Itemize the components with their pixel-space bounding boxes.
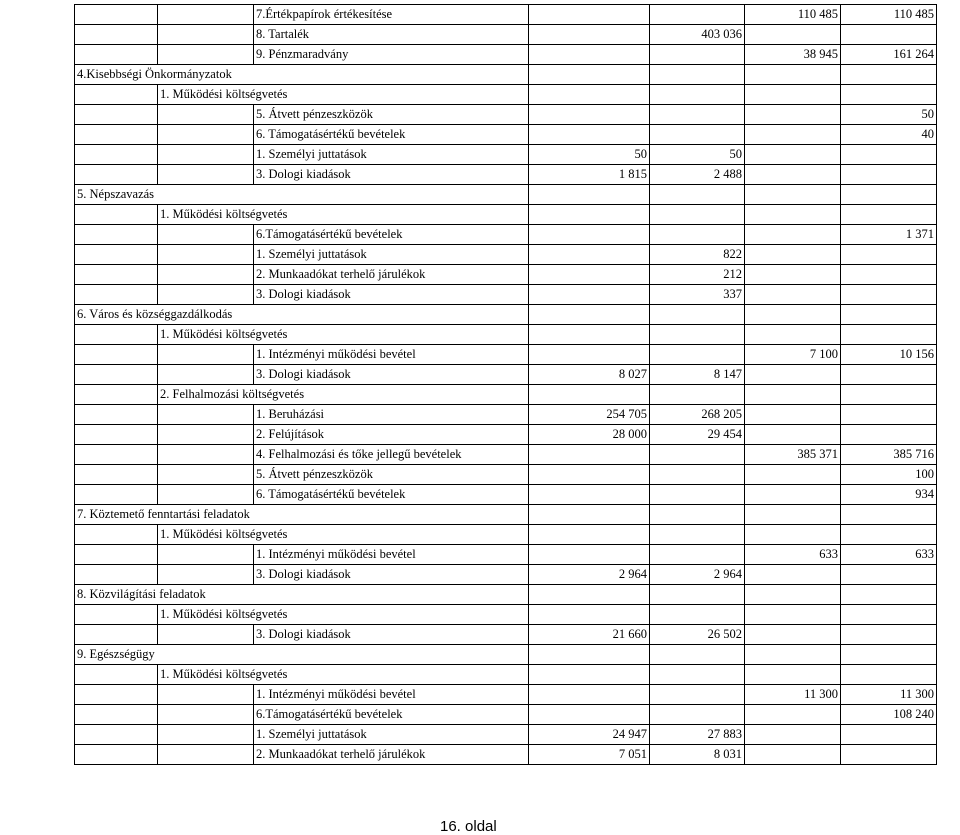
indent-cell	[158, 705, 254, 725]
value-cell	[529, 505, 650, 525]
row-label: 4. Felhalmozási és tőke jellegű bevételek	[254, 445, 529, 465]
table-row	[75, 245, 937, 265]
value-cell	[650, 465, 745, 485]
value-cell	[841, 725, 937, 745]
indent-cell	[75, 485, 158, 505]
row-label: 6.Támogatásértékű bevételek	[254, 225, 529, 245]
row-label: 1. Intézményi működési bevétel	[254, 685, 529, 705]
value-cell: 50	[650, 145, 745, 165]
value-cell: 1 815	[529, 165, 650, 185]
row-label: 8. Közvilágítási feladatok	[75, 585, 529, 605]
value-cell	[841, 505, 937, 525]
indent-cell	[75, 285, 158, 305]
value-cell	[841, 665, 937, 685]
value-cell	[529, 325, 650, 345]
row-label: 6. Támogatásértékű bevételek	[254, 485, 529, 505]
value-cell: 26 502	[650, 625, 745, 645]
value-cell	[650, 125, 745, 145]
row-label: 9. Pénzmaradvány	[254, 45, 529, 65]
value-cell	[650, 545, 745, 565]
value-cell	[841, 205, 937, 225]
table-row	[75, 305, 937, 325]
value-cell	[745, 245, 841, 265]
table-row	[75, 225, 937, 245]
value-cell	[650, 665, 745, 685]
value-cell	[745, 205, 841, 225]
value-cell	[650, 605, 745, 625]
value-cell: 110 485	[745, 5, 841, 25]
indent-cell	[75, 45, 158, 65]
indent-cell	[158, 485, 254, 505]
indent-cell	[158, 225, 254, 245]
value-cell: 212	[650, 265, 745, 285]
indent-cell	[75, 605, 158, 625]
row-label: 1. Beruházási	[254, 405, 529, 425]
value-cell: 29 454	[650, 425, 745, 445]
indent-cell	[158, 405, 254, 425]
value-cell	[841, 525, 937, 545]
value-cell	[841, 405, 937, 425]
indent-cell	[158, 545, 254, 565]
indent-cell	[75, 325, 158, 345]
value-cell	[529, 465, 650, 485]
value-cell	[529, 385, 650, 405]
value-cell	[529, 685, 650, 705]
value-cell: 11 300	[841, 685, 937, 705]
table-row	[75, 45, 937, 65]
value-cell: 40	[841, 125, 937, 145]
indent-cell	[75, 445, 158, 465]
row-label: 3. Dologi kiadások	[254, 285, 529, 305]
value-cell	[529, 285, 650, 305]
value-cell	[745, 365, 841, 385]
row-label: 5. Átvett pénzeszközök	[254, 465, 529, 485]
value-cell	[745, 585, 841, 605]
value-cell: 633	[745, 545, 841, 565]
value-cell	[745, 565, 841, 585]
row-label: 5. Átvett pénzeszközök	[254, 105, 529, 125]
row-label: 1. Működési költségvetés	[158, 605, 529, 625]
indent-cell	[75, 705, 158, 725]
value-cell: 2 964	[529, 565, 650, 585]
row-label: 1. Működési költségvetés	[158, 665, 529, 685]
table-row	[75, 645, 937, 665]
value-cell	[745, 225, 841, 245]
indent-cell	[158, 725, 254, 745]
table-row	[75, 745, 937, 765]
row-label: 4.Kisebbségi Önkormányzatok	[75, 65, 529, 85]
indent-cell	[158, 125, 254, 145]
value-cell: 110 485	[841, 5, 937, 25]
value-cell	[841, 245, 937, 265]
value-cell	[841, 285, 937, 305]
indent-cell	[75, 545, 158, 565]
value-cell	[650, 225, 745, 245]
value-cell	[650, 105, 745, 125]
table-row	[75, 685, 937, 705]
row-label: 8. Tartalék	[254, 25, 529, 45]
value-cell	[650, 85, 745, 105]
indent-cell	[75, 685, 158, 705]
indent-cell	[158, 625, 254, 645]
indent-cell	[75, 745, 158, 765]
value-cell	[529, 245, 650, 265]
value-cell	[650, 645, 745, 665]
row-label: 1. Működési költségvetés	[158, 85, 529, 105]
value-cell	[529, 445, 650, 465]
indent-cell	[158, 365, 254, 385]
value-cell	[529, 45, 650, 65]
row-label: 1. Működési költségvetés	[158, 325, 529, 345]
value-cell: 108 240	[841, 705, 937, 725]
indent-cell	[75, 365, 158, 385]
indent-cell	[158, 245, 254, 265]
row-label: 1. Intézményi működési bevétel	[254, 545, 529, 565]
indent-cell	[75, 245, 158, 265]
indent-cell	[75, 465, 158, 485]
value-cell	[650, 525, 745, 545]
row-label: 3. Dologi kiadások	[254, 165, 529, 185]
value-cell: 8 031	[650, 745, 745, 765]
value-cell	[650, 305, 745, 325]
value-cell	[745, 325, 841, 345]
value-cell	[841, 325, 937, 345]
indent-cell	[158, 25, 254, 45]
budget-table	[74, 4, 937, 765]
value-cell: 403 036	[650, 25, 745, 45]
value-cell	[745, 265, 841, 285]
value-cell	[841, 305, 937, 325]
table-row	[75, 385, 937, 405]
value-cell	[529, 305, 650, 325]
value-cell	[745, 385, 841, 405]
row-label: 1. Működési költségvetés	[158, 205, 529, 225]
table-row	[75, 165, 937, 185]
budget-sheet	[74, 4, 937, 765]
indent-cell	[75, 565, 158, 585]
value-cell: 7 100	[745, 345, 841, 365]
table-row	[75, 105, 937, 125]
indent-cell	[75, 105, 158, 125]
value-cell	[841, 605, 937, 625]
indent-cell	[158, 145, 254, 165]
value-cell	[745, 305, 841, 325]
value-cell	[841, 625, 937, 645]
value-cell	[650, 345, 745, 365]
value-cell	[745, 285, 841, 305]
value-cell: 385 716	[841, 445, 937, 465]
value-cell: 268 205	[650, 405, 745, 425]
value-cell	[841, 645, 937, 665]
value-cell	[650, 325, 745, 345]
indent-cell	[75, 525, 158, 545]
table-row	[75, 5, 937, 25]
value-cell	[745, 25, 841, 45]
table-row	[75, 65, 937, 85]
value-cell	[650, 685, 745, 705]
indent-cell	[75, 205, 158, 225]
indent-cell	[75, 25, 158, 45]
table-row	[75, 265, 937, 285]
table-row	[75, 665, 937, 685]
row-label: 6. Támogatásértékű bevételek	[254, 125, 529, 145]
value-cell	[841, 745, 937, 765]
value-cell: 1 371	[841, 225, 937, 245]
value-cell	[745, 85, 841, 105]
value-cell	[529, 665, 650, 685]
value-cell	[745, 645, 841, 665]
value-cell	[745, 425, 841, 445]
value-cell	[650, 185, 745, 205]
value-cell	[529, 205, 650, 225]
indent-cell	[75, 5, 158, 25]
indent-cell	[75, 225, 158, 245]
row-label: 1. Személyi juttatások	[254, 145, 529, 165]
value-cell	[650, 485, 745, 505]
table-row	[75, 325, 937, 345]
row-label: 3. Dologi kiadások	[254, 565, 529, 585]
value-cell	[529, 225, 650, 245]
indent-cell	[75, 165, 158, 185]
value-cell	[841, 25, 937, 45]
indent-cell	[75, 145, 158, 165]
value-cell	[650, 505, 745, 525]
indent-cell	[158, 685, 254, 705]
value-cell	[745, 605, 841, 625]
value-cell	[529, 705, 650, 725]
row-label: 3. Dologi kiadások	[254, 365, 529, 385]
value-cell: 24 947	[529, 725, 650, 745]
row-label: 3. Dologi kiadások	[254, 625, 529, 645]
value-cell	[745, 625, 841, 645]
value-cell	[650, 5, 745, 25]
indent-cell	[158, 745, 254, 765]
value-cell	[529, 65, 650, 85]
indent-cell	[75, 425, 158, 445]
indent-cell	[158, 5, 254, 25]
value-cell	[529, 5, 650, 25]
budget-table-body	[75, 5, 937, 765]
value-cell	[745, 665, 841, 685]
table-row	[75, 725, 937, 745]
value-cell: 38 945	[745, 45, 841, 65]
value-cell	[650, 445, 745, 465]
value-cell	[650, 205, 745, 225]
table-row	[75, 145, 937, 165]
value-cell: 7 051	[529, 745, 650, 765]
row-label: 2. Munkaadókat terhelő járulékok	[254, 265, 529, 285]
table-row	[75, 565, 937, 585]
value-cell	[745, 405, 841, 425]
table-row	[75, 705, 937, 725]
value-cell: 27 883	[650, 725, 745, 745]
value-cell: 254 705	[529, 405, 650, 425]
value-cell	[529, 265, 650, 285]
table-row	[75, 625, 937, 645]
indent-cell	[158, 445, 254, 465]
value-cell	[745, 745, 841, 765]
table-row	[75, 545, 937, 565]
value-cell	[841, 585, 937, 605]
value-cell	[529, 645, 650, 665]
value-cell	[841, 185, 937, 205]
value-cell	[529, 545, 650, 565]
value-cell	[529, 345, 650, 365]
table-row	[75, 425, 937, 445]
indent-cell	[158, 565, 254, 585]
row-label: 7. Köztemető fenntartási feladatok	[75, 505, 529, 525]
value-cell: 161 264	[841, 45, 937, 65]
value-cell	[529, 605, 650, 625]
table-row	[75, 285, 937, 305]
value-cell: 8 147	[650, 365, 745, 385]
table-row	[75, 85, 937, 105]
value-cell	[841, 265, 937, 285]
value-cell	[745, 465, 841, 485]
table-row	[75, 405, 937, 425]
value-cell	[529, 585, 650, 605]
indent-cell	[75, 265, 158, 285]
indent-cell	[158, 265, 254, 285]
value-cell	[841, 165, 937, 185]
indent-cell	[158, 165, 254, 185]
indent-cell	[75, 385, 158, 405]
indent-cell	[75, 725, 158, 745]
value-cell: 8 027	[529, 365, 650, 385]
value-cell: 21 660	[529, 625, 650, 645]
value-cell	[529, 85, 650, 105]
value-cell	[745, 65, 841, 85]
value-cell	[841, 145, 937, 165]
value-cell	[841, 565, 937, 585]
row-label: 6.Támogatásértékű bevételek	[254, 705, 529, 725]
row-label: 9. Egészségügy	[75, 645, 529, 665]
table-row	[75, 125, 937, 145]
table-row	[75, 525, 937, 545]
row-label: 6. Város és községgazdálkodás	[75, 305, 529, 325]
value-cell	[529, 185, 650, 205]
row-label: 2. Felújítások	[254, 425, 529, 445]
value-cell: 337	[650, 285, 745, 305]
indent-cell	[75, 345, 158, 365]
value-cell	[650, 585, 745, 605]
value-cell: 50	[529, 145, 650, 165]
row-label: 1. Személyi juttatások	[254, 725, 529, 745]
row-label: 2. Munkaadókat terhelő járulékok	[254, 745, 529, 765]
table-row	[75, 25, 937, 45]
value-cell: 28 000	[529, 425, 650, 445]
indent-cell	[158, 285, 254, 305]
value-cell: 633	[841, 545, 937, 565]
table-row	[75, 465, 937, 485]
row-label: 1. Személyi juttatások	[254, 245, 529, 265]
value-cell	[745, 725, 841, 745]
table-row	[75, 445, 937, 465]
indent-cell	[75, 85, 158, 105]
indent-cell	[158, 105, 254, 125]
page-number: 16. oldal	[440, 818, 497, 835]
row-label: 1. Működési költségvetés	[158, 525, 529, 545]
table-row	[75, 605, 937, 625]
row-label: 1. Intézményi működési bevétel	[254, 345, 529, 365]
value-cell	[529, 105, 650, 125]
value-cell	[841, 65, 937, 85]
value-cell	[841, 385, 937, 405]
indent-cell	[158, 465, 254, 485]
value-cell	[529, 485, 650, 505]
table-row	[75, 505, 937, 525]
indent-cell	[75, 665, 158, 685]
value-cell	[745, 125, 841, 145]
table-row	[75, 185, 937, 205]
value-cell	[745, 485, 841, 505]
indent-cell	[158, 425, 254, 445]
value-cell	[745, 185, 841, 205]
value-cell	[745, 705, 841, 725]
value-cell	[529, 125, 650, 145]
value-cell	[650, 385, 745, 405]
value-cell	[841, 425, 937, 445]
value-cell: 100	[841, 465, 937, 485]
value-cell: 385 371	[745, 445, 841, 465]
value-cell	[650, 45, 745, 65]
value-cell	[745, 165, 841, 185]
value-cell	[745, 105, 841, 125]
indent-cell	[158, 45, 254, 65]
value-cell	[841, 85, 937, 105]
row-label: 7.Értékpapírok értékesítése	[254, 5, 529, 25]
value-cell	[650, 705, 745, 725]
value-cell	[650, 65, 745, 85]
value-cell: 2 488	[650, 165, 745, 185]
value-cell: 822	[650, 245, 745, 265]
table-row	[75, 365, 937, 385]
value-cell: 50	[841, 105, 937, 125]
value-cell	[529, 25, 650, 45]
value-cell: 934	[841, 485, 937, 505]
indent-cell	[158, 345, 254, 365]
value-cell	[529, 525, 650, 545]
indent-cell	[75, 125, 158, 145]
table-row	[75, 205, 937, 225]
indent-cell	[75, 405, 158, 425]
value-cell	[745, 525, 841, 545]
row-label: 5. Népszavazás	[75, 185, 529, 205]
value-cell	[841, 365, 937, 385]
value-cell: 11 300	[745, 685, 841, 705]
value-cell: 2 964	[650, 565, 745, 585]
table-row	[75, 345, 937, 365]
table-row	[75, 585, 937, 605]
row-label: 2. Felhalmozási költségvetés	[158, 385, 529, 405]
value-cell	[745, 145, 841, 165]
indent-cell	[75, 625, 158, 645]
value-cell	[745, 505, 841, 525]
table-row	[75, 485, 937, 505]
value-cell: 10 156	[841, 345, 937, 365]
